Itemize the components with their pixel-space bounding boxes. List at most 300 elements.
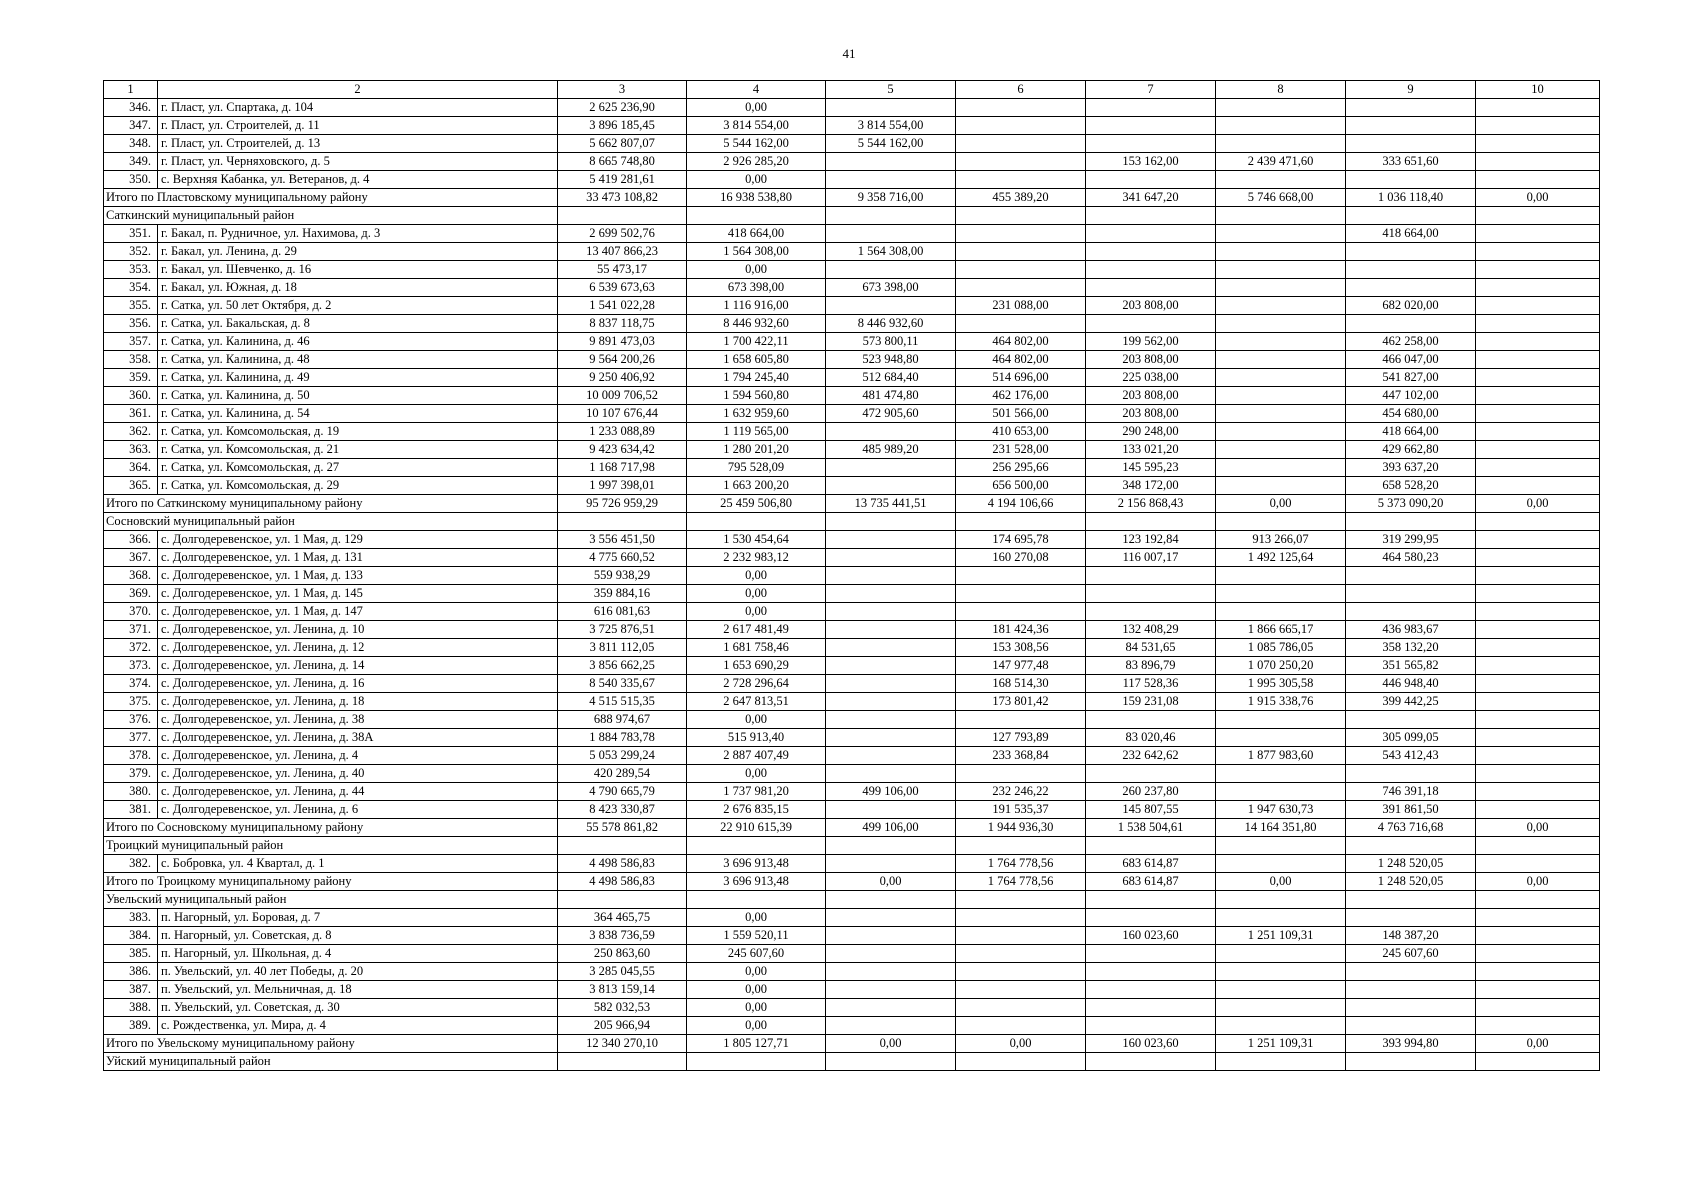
table-row — [104, 171, 1600, 189]
value-cell: 5 544 162,00 — [826, 135, 956, 153]
district-header-row — [104, 891, 1600, 909]
subtotal-cell: 0,00 — [1476, 189, 1600, 207]
row-number: 356. — [104, 315, 158, 333]
value-cell — [1216, 351, 1346, 369]
table-row — [104, 315, 1600, 333]
subtotal-cell: 5 373 090,20 — [1346, 495, 1476, 513]
value-cell: 1 997 398,01 — [558, 477, 687, 495]
table-row — [104, 639, 1600, 657]
row-number: 362. — [104, 423, 158, 441]
row-number: 363. — [104, 441, 158, 459]
value-cell: 446 948,40 — [1346, 675, 1476, 693]
value-cell — [826, 693, 956, 711]
value-cell: 231 088,00 — [956, 297, 1086, 315]
value-cell — [1476, 549, 1600, 567]
table-row — [104, 441, 1600, 459]
subtotal-cell: 683 614,87 — [1086, 873, 1216, 891]
value-cell — [1476, 387, 1600, 405]
value-cell — [956, 135, 1086, 153]
value-cell: 8 837 118,75 — [558, 315, 687, 333]
value-cell: 2 728 296,64 — [687, 675, 826, 693]
address-cell: с. Бобровка, ул. 4 Квартал, д. 1 — [158, 855, 558, 873]
value-cell: 436 983,67 — [1346, 621, 1476, 639]
address-cell: п. Увельский, ул. 40 лет Победы, д. 20 — [158, 963, 558, 981]
value-cell: 1 737 981,20 — [687, 783, 826, 801]
table-row — [104, 243, 1600, 261]
row-number: 351. — [104, 225, 158, 243]
value-cell — [826, 675, 956, 693]
value-cell: 8 540 335,67 — [558, 675, 687, 693]
row-number: 365. — [104, 477, 158, 495]
subtotal-cell: 4 763 716,68 — [1346, 819, 1476, 837]
table-row — [104, 927, 1600, 945]
value-cell — [1476, 855, 1600, 873]
value-cell — [1476, 135, 1600, 153]
value-cell: 501 566,00 — [956, 405, 1086, 423]
value-cell — [1216, 909, 1346, 927]
subtotal-cell: 0,00 — [826, 1035, 956, 1053]
row-number: 386. — [104, 963, 158, 981]
value-cell: 1 681 758,46 — [687, 639, 826, 657]
value-cell: 746 391,18 — [1346, 783, 1476, 801]
value-cell — [956, 207, 1086, 225]
value-cell — [826, 99, 956, 117]
value-cell — [1476, 279, 1600, 297]
value-cell: 2 699 502,76 — [558, 225, 687, 243]
value-cell: 0,00 — [687, 963, 826, 981]
table-row — [104, 621, 1600, 639]
value-cell — [826, 639, 956, 657]
value-cell — [1476, 567, 1600, 585]
value-cell: 688 974,67 — [558, 711, 687, 729]
value-cell: 231 528,00 — [956, 441, 1086, 459]
table-row — [104, 387, 1600, 405]
table-row — [104, 855, 1600, 873]
column-header: 9 — [1346, 81, 1476, 99]
value-cell — [1346, 999, 1476, 1017]
value-cell — [1086, 765, 1216, 783]
subtotal-cell: 9 358 716,00 — [826, 189, 956, 207]
data-table — [103, 80, 1600, 1071]
value-cell — [1346, 837, 1476, 855]
row-number: 352. — [104, 243, 158, 261]
table-row — [104, 153, 1600, 171]
value-cell — [956, 117, 1086, 135]
address-cell: г. Пласт, ул. Спартака, д. 104 — [158, 99, 558, 117]
subtotal-cell: 13 735 441,51 — [826, 495, 956, 513]
value-cell — [1476, 531, 1600, 549]
address-cell: п. Нагорный, ул. Школьная, д. 4 — [158, 945, 558, 963]
address-cell: с. Долгодеревенское, ул. Ленина, д. 16 — [158, 675, 558, 693]
subtotal-cell: 22 910 615,39 — [687, 819, 826, 837]
column-header: 3 — [558, 81, 687, 99]
value-cell — [1086, 261, 1216, 279]
row-number: 377. — [104, 729, 158, 747]
value-cell: 1 119 565,00 — [687, 423, 826, 441]
address-cell: п. Нагорный, ул. Боровая, д. 7 — [158, 909, 558, 927]
value-cell — [1476, 117, 1600, 135]
address-cell: с. Долгодеревенское, ул. Ленина, д. 4 — [158, 747, 558, 765]
subtotal-cell: 0,00 — [956, 1035, 1086, 1053]
value-cell — [1216, 387, 1346, 405]
row-number: 385. — [104, 945, 158, 963]
value-cell — [1086, 117, 1216, 135]
value-cell — [826, 981, 956, 999]
row-number: 388. — [104, 999, 158, 1017]
row-number: 350. — [104, 171, 158, 189]
address-cell: с. Верхняя Кабанка, ул. Ветеранов, д. 4 — [158, 171, 558, 189]
value-cell — [1476, 225, 1600, 243]
value-cell — [1216, 99, 1346, 117]
table-row — [104, 981, 1600, 999]
value-cell — [1476, 693, 1600, 711]
value-cell — [1346, 603, 1476, 621]
address-cell: с. Долгодеревенское, ул. Ленина, д. 40 — [158, 765, 558, 783]
value-cell — [687, 1053, 826, 1071]
value-cell: 1 915 338,76 — [1216, 693, 1346, 711]
row-number: 380. — [104, 783, 158, 801]
value-cell — [1216, 729, 1346, 747]
value-cell: 399 442,25 — [1346, 693, 1476, 711]
value-cell: 55 473,17 — [558, 261, 687, 279]
value-cell — [1476, 441, 1600, 459]
subtotal-cell: 4 194 106,66 — [956, 495, 1086, 513]
value-cell: 3 814 554,00 — [826, 117, 956, 135]
row-number: 372. — [104, 639, 158, 657]
address-cell: с. Долгодеревенское, ул. 1 Мая, д. 131 — [158, 549, 558, 567]
value-cell: 2 232 983,12 — [687, 549, 826, 567]
value-cell — [1476, 333, 1600, 351]
value-cell — [1346, 261, 1476, 279]
row-number: 355. — [104, 297, 158, 315]
value-cell: 3 896 185,45 — [558, 117, 687, 135]
value-cell — [1216, 513, 1346, 531]
value-cell: 3 811 112,05 — [558, 639, 687, 657]
value-cell: 160 270,08 — [956, 549, 1086, 567]
subtotal-cell: 3 696 913,48 — [687, 873, 826, 891]
value-cell: 4 790 665,79 — [558, 783, 687, 801]
value-cell — [1476, 981, 1600, 999]
value-cell — [826, 423, 956, 441]
value-cell: 795 528,09 — [687, 459, 826, 477]
value-cell: 0,00 — [687, 99, 826, 117]
value-cell: 168 514,30 — [956, 675, 1086, 693]
value-cell: 391 861,50 — [1346, 801, 1476, 819]
value-cell — [1476, 783, 1600, 801]
table-row — [104, 99, 1600, 117]
subtotal-cell: 0,00 — [1476, 495, 1600, 513]
value-cell — [687, 891, 826, 909]
value-cell: 305 099,05 — [1346, 729, 1476, 747]
address-cell: п. Увельский, ул. Мельничная, д. 18 — [158, 981, 558, 999]
value-cell: 673 398,00 — [687, 279, 826, 297]
table-row — [104, 423, 1600, 441]
row-number: 354. — [104, 279, 158, 297]
value-cell: 1 530 454,64 — [687, 531, 826, 549]
subtotal-cell: 0,00 — [1216, 873, 1346, 891]
value-cell — [1476, 171, 1600, 189]
value-cell: 3 814 554,00 — [687, 117, 826, 135]
value-cell — [956, 963, 1086, 981]
value-cell: 418 664,00 — [687, 225, 826, 243]
value-cell — [1216, 333, 1346, 351]
value-cell — [956, 171, 1086, 189]
value-cell: 464 802,00 — [956, 351, 1086, 369]
value-cell: 481 474,80 — [826, 387, 956, 405]
value-cell — [1476, 585, 1600, 603]
subtotal-cell: 1 036 118,40 — [1346, 189, 1476, 207]
subtotal-cell: 5 746 668,00 — [1216, 189, 1346, 207]
value-cell — [1216, 261, 1346, 279]
value-cell — [1476, 765, 1600, 783]
table-row — [104, 135, 1600, 153]
value-cell: 9 891 473,03 — [558, 333, 687, 351]
value-cell: 2 926 285,20 — [687, 153, 826, 171]
value-cell: 559 938,29 — [558, 567, 687, 585]
table-row — [104, 675, 1600, 693]
value-cell: 1 700 422,11 — [687, 333, 826, 351]
value-cell: 8 665 748,80 — [558, 153, 687, 171]
value-cell: 0,00 — [687, 711, 826, 729]
value-cell: 83 020,46 — [1086, 729, 1216, 747]
value-cell — [826, 747, 956, 765]
district-name: Троицкий муниципальный район — [104, 837, 558, 855]
subtotal-cell: 16 938 538,80 — [687, 189, 826, 207]
value-cell — [1346, 765, 1476, 783]
subtotal-cell: 0,00 — [1476, 819, 1600, 837]
value-cell — [1346, 1017, 1476, 1035]
value-cell: 2 617 481,49 — [687, 621, 826, 639]
table-row — [104, 459, 1600, 477]
value-cell: 290 248,00 — [1086, 423, 1216, 441]
address-cell: с. Долгодеревенское, ул. Ленина, д. 14 — [158, 657, 558, 675]
value-cell: 10 107 676,44 — [558, 405, 687, 423]
value-cell — [1086, 99, 1216, 117]
value-cell: 0,00 — [687, 171, 826, 189]
row-number: 361. — [104, 405, 158, 423]
address-cell: г. Сатка, ул. Калинина, д. 48 — [158, 351, 558, 369]
address-cell: г. Пласт, ул. Черняховского, д. 5 — [158, 153, 558, 171]
value-cell — [1346, 711, 1476, 729]
address-cell: г. Бакал, ул. Шевченко, д. 16 — [158, 261, 558, 279]
address-cell: с. Долгодеревенское, ул. Ленина, д. 18 — [158, 693, 558, 711]
value-cell — [956, 315, 1086, 333]
value-cell — [1086, 225, 1216, 243]
value-cell: 1 116 916,00 — [687, 297, 826, 315]
table-row — [104, 693, 1600, 711]
value-cell: 145 807,55 — [1086, 801, 1216, 819]
value-cell: 123 192,84 — [1086, 531, 1216, 549]
table-row — [104, 729, 1600, 747]
row-number: 384. — [104, 927, 158, 945]
value-cell: 1 248 520,05 — [1346, 855, 1476, 873]
value-cell — [1476, 891, 1600, 909]
row-number: 373. — [104, 657, 158, 675]
value-cell: 2 647 813,51 — [687, 693, 826, 711]
value-cell: 203 808,00 — [1086, 405, 1216, 423]
value-cell: 1 085 786,05 — [1216, 639, 1346, 657]
table-row — [104, 783, 1600, 801]
value-cell: 499 106,00 — [826, 783, 956, 801]
subtotal-cell: 341 647,20 — [1086, 189, 1216, 207]
value-cell — [1476, 207, 1600, 225]
table-row — [104, 297, 1600, 315]
address-cell: с. Долгодеревенское, ул. Ленина, д. 38 — [158, 711, 558, 729]
address-cell: с. Долгодеревенское, ул. Ленина, д. 44 — [158, 783, 558, 801]
value-cell — [1476, 621, 1600, 639]
value-cell — [1216, 981, 1346, 999]
value-cell — [956, 153, 1086, 171]
value-cell: 418 664,00 — [1346, 423, 1476, 441]
district-header-row — [104, 837, 1600, 855]
value-cell — [558, 837, 687, 855]
value-cell: 523 948,80 — [826, 351, 956, 369]
row-number: 364. — [104, 459, 158, 477]
value-cell — [956, 909, 1086, 927]
value-cell — [687, 207, 826, 225]
table-row — [104, 531, 1600, 549]
row-number: 382. — [104, 855, 158, 873]
value-cell: 358 132,20 — [1346, 639, 1476, 657]
address-cell: г. Сатка, ул. Комсомольская, д. 29 — [158, 477, 558, 495]
address-cell: г. Бакал, ул. Южная, д. 18 — [158, 279, 558, 297]
value-cell — [1086, 981, 1216, 999]
address-cell: г. Бакал, ул. Ленина, д. 29 — [158, 243, 558, 261]
column-header: 7 — [1086, 81, 1216, 99]
value-cell — [1216, 423, 1346, 441]
value-cell: 485 989,20 — [826, 441, 956, 459]
subtotal-cell: 499 106,00 — [826, 819, 956, 837]
value-cell: 1 233 088,89 — [558, 423, 687, 441]
value-cell: 6 539 673,63 — [558, 279, 687, 297]
value-cell — [826, 603, 956, 621]
value-cell — [826, 225, 956, 243]
value-cell: 364 465,75 — [558, 909, 687, 927]
subtotal-cell: 1 944 936,30 — [956, 819, 1086, 837]
value-cell: 514 696,00 — [956, 369, 1086, 387]
value-cell: 319 299,95 — [1346, 531, 1476, 549]
table-row — [104, 279, 1600, 297]
address-cell: г. Сатка, ул. Комсомольская, д. 21 — [158, 441, 558, 459]
value-cell: 1 947 630,73 — [1216, 801, 1346, 819]
address-cell: п. Увельский, ул. Советская, д. 30 — [158, 999, 558, 1017]
value-cell — [1346, 981, 1476, 999]
address-cell: с. Долгодеревенское, ул. Ленина, д. 6 — [158, 801, 558, 819]
value-cell — [1476, 243, 1600, 261]
subtotal-label: Итого по Саткинскому муниципальному району — [104, 495, 558, 513]
value-cell — [1216, 477, 1346, 495]
value-cell — [1346, 963, 1476, 981]
value-cell: 1 168 717,98 — [558, 459, 687, 477]
value-cell: 5 544 162,00 — [687, 135, 826, 153]
value-cell — [687, 513, 826, 531]
value-cell — [826, 207, 956, 225]
address-cell: г. Сатка, ул. Калинина, д. 50 — [158, 387, 558, 405]
address-cell: г. Бакал, п. Рудничное, ул. Нахимова, д. 3 — [158, 225, 558, 243]
value-cell — [826, 459, 956, 477]
subtotal-cell: 393 994,80 — [1346, 1035, 1476, 1053]
value-cell — [956, 261, 1086, 279]
value-cell — [1216, 1053, 1346, 1071]
value-cell: 348 172,00 — [1086, 477, 1216, 495]
value-cell: 84 531,65 — [1086, 639, 1216, 657]
row-number: 349. — [104, 153, 158, 171]
value-cell: 454 680,00 — [1346, 405, 1476, 423]
value-cell: 0,00 — [687, 567, 826, 585]
value-cell: 2 439 471,60 — [1216, 153, 1346, 171]
row-number: 387. — [104, 981, 158, 999]
value-cell — [1216, 441, 1346, 459]
value-cell: 1 663 200,20 — [687, 477, 826, 495]
value-cell — [1476, 603, 1600, 621]
subtotal-cell: 0,00 — [1476, 1035, 1600, 1053]
value-cell — [1086, 909, 1216, 927]
value-cell — [1086, 711, 1216, 729]
value-cell: 9 564 200,26 — [558, 351, 687, 369]
value-cell — [826, 1053, 956, 1071]
table-row — [104, 801, 1600, 819]
value-cell — [1086, 585, 1216, 603]
value-cell — [1216, 225, 1346, 243]
address-cell: с. Долгодеревенское, ул. Ленина, д. 38А — [158, 729, 558, 747]
table-row — [104, 351, 1600, 369]
table-row — [104, 909, 1600, 927]
value-cell — [1476, 801, 1600, 819]
value-cell: 616 081,63 — [558, 603, 687, 621]
column-header: 2 — [158, 81, 558, 99]
value-cell — [826, 585, 956, 603]
row-number: 375. — [104, 693, 158, 711]
value-cell: 1 559 520,11 — [687, 927, 826, 945]
value-cell — [1216, 459, 1346, 477]
value-cell: 333 651,60 — [1346, 153, 1476, 171]
value-cell — [1086, 999, 1216, 1017]
value-cell: 573 800,11 — [826, 333, 956, 351]
value-cell: 8 446 932,60 — [687, 315, 826, 333]
value-cell — [1216, 117, 1346, 135]
value-cell — [1216, 999, 1346, 1017]
district-name: Саткинский муниципальный район — [104, 207, 558, 225]
value-cell: 543 412,43 — [1346, 747, 1476, 765]
address-cell: с. Долгодеревенское, ул. 1 Мая, д. 147 — [158, 603, 558, 621]
value-cell — [826, 855, 956, 873]
subtotal-cell: 1 538 504,61 — [1086, 819, 1216, 837]
value-cell — [826, 765, 956, 783]
value-cell: 2 676 835,15 — [687, 801, 826, 819]
value-cell — [956, 837, 1086, 855]
value-cell — [1476, 729, 1600, 747]
value-cell — [558, 513, 687, 531]
value-cell: 3 813 159,14 — [558, 981, 687, 999]
value-cell — [1086, 1017, 1216, 1035]
address-cell: г. Сатка, ул. Калинина, д. 54 — [158, 405, 558, 423]
value-cell: 359 884,16 — [558, 585, 687, 603]
value-cell — [956, 999, 1086, 1017]
value-cell — [826, 621, 956, 639]
value-cell: 4 498 586,83 — [558, 855, 687, 873]
district-name: Сосновский муниципальный район — [104, 513, 558, 531]
table-row — [104, 1017, 1600, 1035]
value-cell — [1476, 945, 1600, 963]
value-cell: 159 231,08 — [1086, 693, 1216, 711]
value-cell: 464 580,23 — [1346, 549, 1476, 567]
subtotal-cell: 1 805 127,71 — [687, 1035, 826, 1053]
value-cell — [826, 171, 956, 189]
value-cell — [956, 243, 1086, 261]
value-cell: 393 637,20 — [1346, 459, 1476, 477]
value-cell — [1346, 117, 1476, 135]
row-number: 368. — [104, 567, 158, 585]
